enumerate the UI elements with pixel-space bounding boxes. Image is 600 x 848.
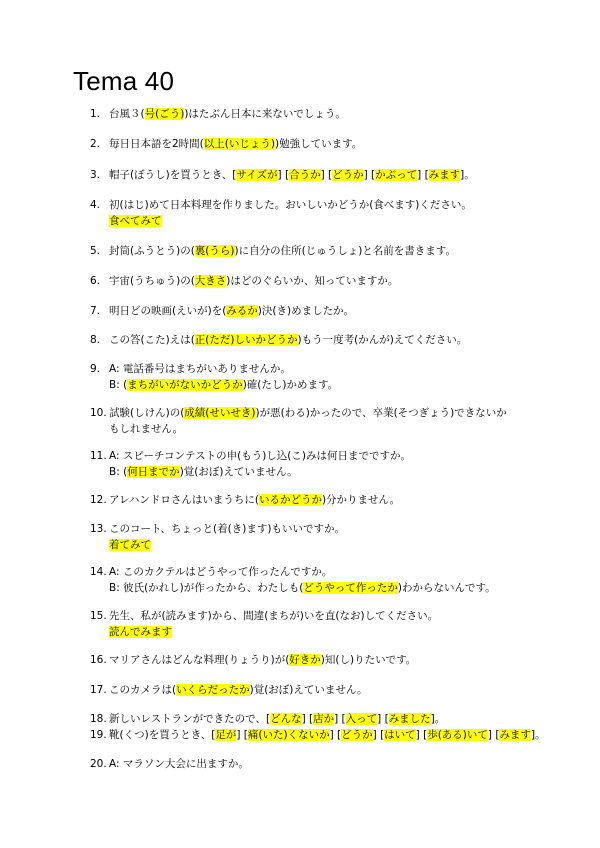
exercise-number: 6.	[90, 275, 101, 287]
sentence-text: ] [	[417, 169, 429, 181]
exercise-item	[90, 243, 550, 259]
exercise-item	[90, 608, 550, 640]
sentence-text: 台風３(	[109, 108, 145, 120]
sentence-text: )勉強しています。	[274, 138, 363, 150]
exercise-line	[90, 377, 550, 393]
exercise-number: 5.	[90, 245, 101, 257]
exercise-number: 10.	[90, 407, 107, 419]
exercise-line	[90, 564, 550, 580]
exercise-item	[90, 332, 550, 348]
exercise-number: 11.	[90, 450, 107, 462]
exercise-item	[90, 682, 550, 698]
sentence-text: B: (	[109, 379, 128, 391]
sentence-text: アレハンドロさんはいまうちに(	[109, 494, 259, 506]
sentence-text: )わからないんです。	[397, 582, 496, 594]
highlighted-answer: どうか	[341, 729, 373, 741]
sentence-text: ] [	[329, 729, 342, 741]
exercise-item	[90, 197, 550, 229]
sentence-text: ] [	[301, 713, 314, 725]
exercise-number: 16.	[90, 654, 107, 666]
exercise-number: 18.	[90, 713, 107, 725]
sentence-text: A: 電話番号はまちがいありませんか。	[109, 363, 291, 375]
sentence-text: もしれません。	[109, 423, 184, 435]
exercise-line	[90, 464, 550, 480]
sentence-text: B: 彼氏(かれし)が作ったから、わたしも(	[109, 582, 304, 594]
exercise-line	[90, 167, 550, 183]
sentence-text: ] [	[236, 729, 248, 741]
highlighted-answer: 入って	[345, 713, 378, 725]
highlighted-answer: どうか	[332, 169, 364, 181]
exercise-item	[90, 106, 550, 122]
highlighted-answer: 店か	[313, 713, 335, 725]
sentence-text: A: スピーチコンテストの申(もう)し込(こ)みは何日までですか。	[109, 450, 411, 462]
highlighted-answer: 歩(ある)いて	[427, 729, 488, 741]
exercise-item	[90, 136, 550, 152]
sentence-text: )が悪(わる)かったので、卒業(そつぎょう)できないか	[255, 407, 507, 419]
highlighted-answer: いるかどうか	[258, 494, 322, 506]
sentence-text: 初(はじ)めて日本料理を作りました。おいしいかどうか(食べます)ください。	[109, 199, 472, 211]
exercise-item	[90, 361, 550, 393]
exercise-item	[90, 711, 550, 727]
sentence-text: ] [	[372, 729, 385, 741]
sentence-text: 靴(くつ)を買うとき、[	[109, 729, 216, 741]
highlighted-answer: 着てみて	[109, 539, 151, 551]
sentence-text: )決(き)めましたか。	[257, 305, 355, 317]
sentence-text: )確(たし)かめます。	[242, 379, 339, 391]
exercise-line	[90, 624, 550, 640]
highlighted-answer: どんな	[270, 713, 302, 725]
highlighted-answer: まちがいがないかどうか	[127, 379, 243, 391]
highlighted-answer: 合うか	[289, 169, 321, 181]
highlighted-answer: みます	[499, 729, 531, 741]
sentence-text: このコート、ちょっと(着(き)ます)もいいですか。	[109, 523, 345, 535]
highlighted-answer: かぶって	[375, 169, 418, 181]
sentence-text: ] [	[320, 169, 333, 181]
exercise-line	[90, 682, 550, 698]
exercise-line	[90, 521, 550, 537]
highlighted-answer: みるか	[226, 305, 258, 317]
exercise-number: 19.	[90, 729, 107, 741]
exercise-line	[90, 608, 550, 624]
highlighted-answer: どうやって作ったか	[303, 582, 398, 594]
exercise-line	[90, 652, 550, 668]
highlighted-answer: はいて	[384, 729, 416, 741]
exercise-line	[90, 405, 550, 421]
highlighted-answer: いくらだったか	[176, 684, 250, 696]
highlighted-answer: 裏(うら)	[194, 245, 235, 257]
exercise-number: 17.	[90, 684, 107, 696]
sentence-text: ]。	[460, 169, 475, 181]
exercise-line	[90, 303, 550, 319]
exercise-line	[90, 106, 550, 122]
sentence-text: A: このカクテルはどうやって作ったんですか。	[109, 566, 333, 578]
sentence-text: ] [	[334, 713, 346, 725]
exercise-line	[90, 421, 550, 437]
exercise-line	[90, 448, 550, 464]
sentence-text: 宇宙(うちゅう)の(	[109, 275, 195, 287]
highlighted-answer: 成績(せいせき)	[184, 407, 256, 419]
sentence-text: A: マラソン大会に出ますか。	[109, 758, 249, 770]
sentence-text: ] [	[277, 169, 290, 181]
highlighted-answer: 食べてみて	[109, 215, 162, 227]
sentence-text: ] [	[377, 713, 389, 725]
sentence-text: ]。	[530, 729, 546, 741]
sentence-text: )に自分の住所(じゅうしょ)と名前を書きます。	[234, 245, 456, 257]
exercise-line	[90, 727, 550, 743]
exercise-number: 1.	[90, 108, 101, 120]
sentence-text: )覚(おぼ)えていません。	[179, 466, 298, 478]
exercise-line	[90, 492, 550, 508]
exercise-line	[90, 197, 550, 213]
highlighted-answer: 足が	[215, 729, 237, 741]
exercise-item	[90, 167, 550, 183]
highlighted-answer: 以上(いじょう)	[203, 138, 275, 150]
sentence-text: 帽子(ぼうし)を買うとき、[	[109, 169, 237, 181]
sentence-text: )はどのぐらいか、知っていますか。	[226, 275, 399, 287]
exercise-line	[90, 136, 550, 152]
sentence-text: )はたぶん日本に来ないでしょう。	[184, 108, 346, 120]
exercise-number: 14.	[90, 566, 107, 578]
exercise-line	[90, 537, 550, 553]
exercise-number: 4.	[90, 199, 101, 211]
highlighted-answer: 大きさ	[194, 275, 227, 287]
sentence-text: 明日どの映画(えいが)を(	[109, 305, 227, 317]
exercise-number: 15.	[90, 610, 107, 622]
sentence-text: ]。	[430, 713, 446, 725]
exercise-item	[90, 273, 550, 289]
sentence-text: B: (	[109, 466, 128, 478]
highlighted-answer: 何日までか	[127, 466, 180, 478]
exercise-line	[90, 756, 550, 772]
exercise-item	[90, 303, 550, 319]
highlighted-answer: 読んでみます	[109, 626, 172, 638]
exercise-item	[90, 564, 550, 596]
exercise-item	[90, 756, 550, 772]
sentence-text: マリアさんはどんな料理(りょうり)が(	[109, 654, 290, 666]
highlighted-answer: サイズが	[236, 169, 278, 181]
exercise-line	[90, 332, 550, 348]
exercise-line	[90, 243, 550, 259]
exercise-line	[90, 580, 550, 596]
exercise-number: 12.	[90, 494, 107, 506]
sentence-text: このカメラは(	[109, 684, 177, 696]
exercise-item	[90, 448, 550, 480]
highlighted-answer: 正(ただ)しいかどうか	[194, 334, 298, 346]
page-title: Tema 40	[73, 66, 175, 96]
highlighted-answer: みます	[428, 169, 461, 181]
exercise-number: 20.	[90, 758, 107, 770]
exercise-number: 2.	[90, 138, 101, 150]
exercise-number: 7.	[90, 305, 101, 317]
exercise-line	[90, 213, 550, 229]
sentence-text: )覚(おぼ)えていません。	[249, 684, 368, 696]
sentence-text: 試験(しけん)の(	[109, 407, 185, 419]
sentence-text: )知(し)りたいです。	[320, 654, 417, 666]
exercise-number: 9.	[90, 363, 101, 375]
exercise-item	[90, 405, 550, 437]
highlighted-answer: 痛(いた)くないか	[247, 729, 330, 741]
exercise-item	[90, 521, 550, 553]
highlighted-answer: 号(ごう)	[144, 108, 185, 120]
sentence-text: ] [	[363, 169, 376, 181]
sentence-text: 先生、私が(読みます)から、間違(まちが)いを直(なお)してください。	[109, 610, 439, 622]
exercise-item	[90, 492, 550, 508]
sentence-text: ] [	[415, 729, 428, 741]
exercise-number: 13.	[90, 523, 107, 535]
sentence-text: 新しいレストランができたので、[	[109, 713, 271, 725]
highlighted-answer: みました	[388, 713, 431, 725]
sentence-text: 封筒(ふうとう)の(	[109, 245, 195, 257]
sentence-text: この答(こた)えは(	[109, 334, 195, 346]
exercise-line	[90, 711, 550, 727]
sentence-text: ] [	[487, 729, 500, 741]
sentence-text: )もう一度考(かんが)えてください。	[297, 334, 468, 346]
highlighted-answer: 好きか	[289, 654, 321, 666]
sentence-text: 毎日日本語を2時間(	[109, 138, 204, 150]
sentence-text: )分かりません。	[321, 494, 401, 506]
exercise-line	[90, 273, 550, 289]
exercise-item	[90, 727, 550, 743]
exercise-item	[90, 652, 550, 668]
exercise-line	[90, 361, 550, 377]
exercise-number: 8.	[90, 334, 101, 346]
exercise-number: 3.	[90, 169, 101, 181]
